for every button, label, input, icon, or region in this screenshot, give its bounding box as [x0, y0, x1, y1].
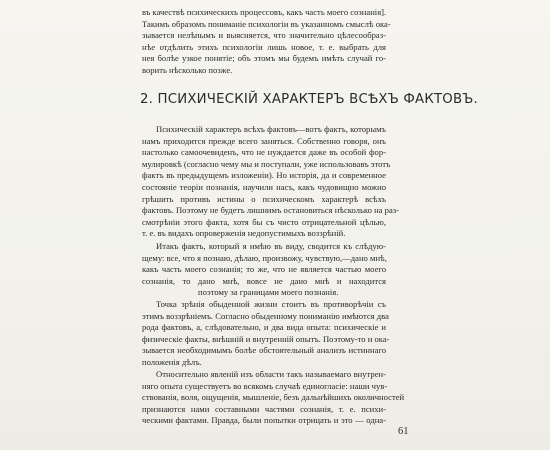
text-line: Такимъ образомъ пониманіе психологіи въ указанномъ смыслѣ ока- [142, 18, 391, 29]
text-line: положенія дѣлъ. [142, 356, 202, 367]
text-line: въ качествѣ психическихъ процессовъ, какъ часть моего сознанія]. [142, 7, 387, 17]
text-line: признаются нами составными частями сознанія, т. е. психи- [142, 403, 386, 414]
text-line: зывается нелѣпымъ и выясняется, что значительно цѣлесообраз- [142, 30, 386, 41]
text-line: Точка зрѣнія обыденной жизни стоитъ въ противорѣчіи съ [156, 299, 386, 309]
text-line: фактъ въ предыдущемъ изложеніи). Но исторія, да и современное [142, 170, 386, 181]
text-line: щему: все, что я познаю, дѣлаю, произвожу, чувствую,—дано мнѣ, [142, 252, 387, 263]
text-line: физическіе факты, внѣшній и внутренній опытъ. Поэтому-то и ока- [142, 333, 390, 344]
text-line: зывается необходимымъ болѣе обстоятельный анализъ истиннаго [142, 345, 386, 356]
text-line: мулировкѣ (согласно чему мы и поступали, уже использовавъ этотъ [142, 158, 391, 169]
text-line: Итакъ фактъ, который я имѣю въ виду, сводится къ слѣдую- [156, 241, 386, 251]
text-line: поэтому за границами моего познанія. [198, 287, 339, 298]
paragraph-5 [142, 369, 405, 427]
text-line: няго опыта существуетъ во всякомъ случаѣ единогласіе: наши чув- [142, 380, 388, 391]
paragraph-2 [142, 124, 400, 240]
paragraph-4 [142, 299, 390, 369]
page-number: 61 [398, 426, 409, 437]
text-line: состояніе теоріи познанія, научили насъ, какъ чудовищно можно [142, 181, 386, 192]
text-line: фактовъ. Поэтому не будетъ лишнимъ остановиться нѣсколько на раз- [142, 205, 400, 216]
text-line: ствованія, воля, ощущенія, мышленіе, безъ дальнѣйшихъ околичностей [142, 392, 405, 403]
text-line: какъ часть моего сознанія; то же, что не является частью моего [142, 264, 386, 275]
paragraph-3 [142, 241, 386, 299]
text-line: намъ приходится прежде всего заняться. Собственно говоря, онъ [142, 135, 386, 146]
text-line: рода фактовъ, а, слѣдовательно, и два вида опыта: психическіе и [142, 322, 386, 333]
text-line: нея болѣе узкое понятіе; объ этомъ мы будемъ имѣть случай го- [142, 53, 386, 64]
text-line: ческими фактами. Правда, были попытки отрицать и это — одна- [142, 415, 386, 426]
text-line: Психическій характеръ всѣхъ фактовъ—вотъ фактъ, которымъ [156, 124, 386, 134]
paragraph-1 [142, 7, 391, 77]
text-line: настолько самоочевиденъ, что не нуждается даже въ особой фор- [142, 147, 386, 158]
section-title: 2. ПСИХИЧЕСКІЙ ХАРАКТЕРЪ ВСѢХЪ ФАКТОВЪ. [140, 92, 478, 107]
text-line: сознанія, то дано мнѣ, вовсе не дано мнѣ и находится [142, 275, 386, 286]
text-line: нѣе отдѣлить этихъ психологіи лишь новое, т. е. выбрать для [142, 41, 386, 52]
text-line: грѣшить противъ истины о психическомъ характерѣ всѣхъ [142, 193, 386, 204]
text-line: этимъ воззрѣніемъ. Согласно обыденному пониманію имѣются два [142, 310, 389, 321]
text-line: смотрѣніи этого факта, хотя бы съ чисто отрицательной цѣлью, [142, 216, 386, 227]
text-line: ворить нѣсколько позже. [142, 64, 233, 75]
text-line: Относительно явленій изъ области такъ называемаго внутрен- [156, 369, 386, 379]
text-line: т. е. въ видахъ опроверженія недопустимыхъ воззрѣній. [142, 228, 346, 239]
